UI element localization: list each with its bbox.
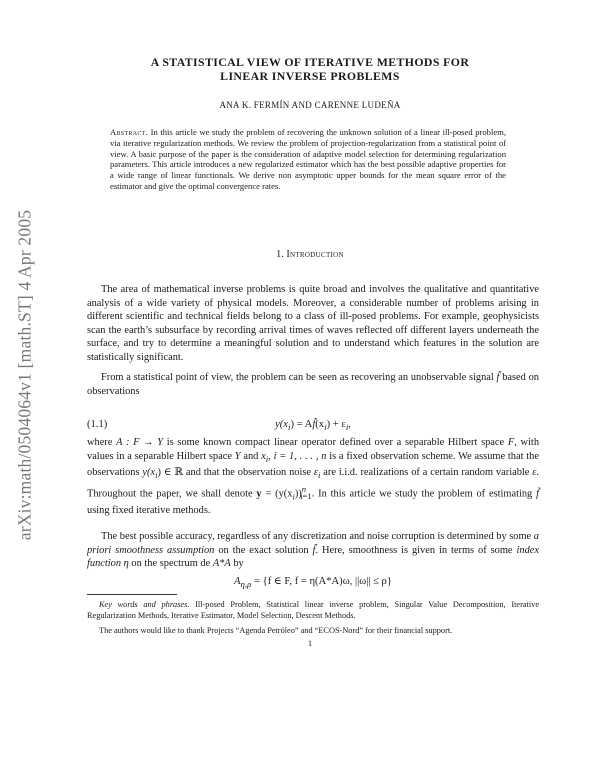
paragraph-1: The area of mathematical inverse problems is quite broad and involves the qualitative and quantitative analysis of a wide variety of physical models. Moreover, a considerable number of problems arising in different scientific and technical fields belong to a class of ill-posed problems. For example, geophysicists scan the earth’s subsurface by recording arrival times of waves reflected off different layers underneath the surface, and try to determine a meaningful solution and to understand which features in the solution are statistically significant. — [87, 284, 539, 363]
section-title: Introduction — [286, 249, 344, 260]
paper-title — [90, 56, 530, 83]
section-heading — [90, 249, 530, 260]
abstract-text: In this article we study the problem of recovering the unknown solution of a linear ill-posed problem, via iterative regularization methods. We review the problem of projection-regularization from a statistical point of view. A basic purpose of the paper is the consideration of adaptive model selection for determining regularization parameters. This article introduces a new regularized estimator which has the best possible adaptive properties for a wide range of linear functionals. We derive non asymptotic upper bounds for the mean square error of the estimator and give the optimal convergence rates. — [110, 127, 506, 191]
paragraph-2: From a statistical point of view, the problem can be seen as recovering an unobservable signal f̃ based on observations — [87, 372, 539, 397]
paragraph-3: where A : F → Y is some known compact linear operator defined over a separable Hilbert space F, with values in a separable Hilbert space Y and $x_i$, i = 1, . . . , n is a fixed observation scheme. We assume that the observations $y(x_i)$ ∈ ℝ and that the observation noise $\varepsilon_i$ are i.i.d. realizations of a certain random variable ε. Throughout the paper, we shall denote $y = (y(x_i))^n_{i=1}$. In this article we study the problem of estimating f̃ using fixed iterative methods. — [87, 437, 540, 517]
authors: ANA K. FERMÍN AND CARENNE LUDEÑA — [219, 100, 401, 110]
abstract-label: Abstract. — [110, 127, 149, 137]
symbol-f-tilde: f̃ — [496, 372, 500, 383]
footnote-rule — [87, 594, 177, 595]
title-line-2: LINEAR INVERSE PROBLEMS — [220, 68, 400, 83]
footnote-acknowledgment: The authors would like to thank Projects “Agenda Petróleo” and “ECOS-Nord” for their financial support. — [99, 626, 453, 635]
paragraph-4: The best possible accuracy, regardless of any discretization and noise corruption is determined by some a priori smoothness assumption on the exact solution f̃. Here, smoothness is given in terms of some index function η on the spectrum de A*A by — [87, 531, 539, 570]
equation-number: (1.1) — [87, 419, 108, 430]
footnote-keywords: Key words and phrases. Ill-posed Problem, Statistical linear inverse problem, Singular Value Decomposition, Iterative Regularization Methods, Iterative Estimator, Model Selection, Descent Methods. — [87, 600, 540, 620]
title-line-1: A STATISTICAL VIEW OF ITERATIVE METHODS FOR — [150, 55, 470, 69]
abstract — [110, 127, 506, 192]
arxiv-sidebar-id — [10, 175, 40, 575]
equation-expression: $y(x_i)$ = $Af̃(x_i) + \varepsilon_i$, — [275, 419, 351, 433]
section-number: 1. — [276, 249, 284, 260]
page-number: 1 — [307, 638, 313, 648]
arxiv-id-text: arXiv:math/0504064v1 [math.ST] 4 Apr 2005 — [14, 209, 35, 541]
